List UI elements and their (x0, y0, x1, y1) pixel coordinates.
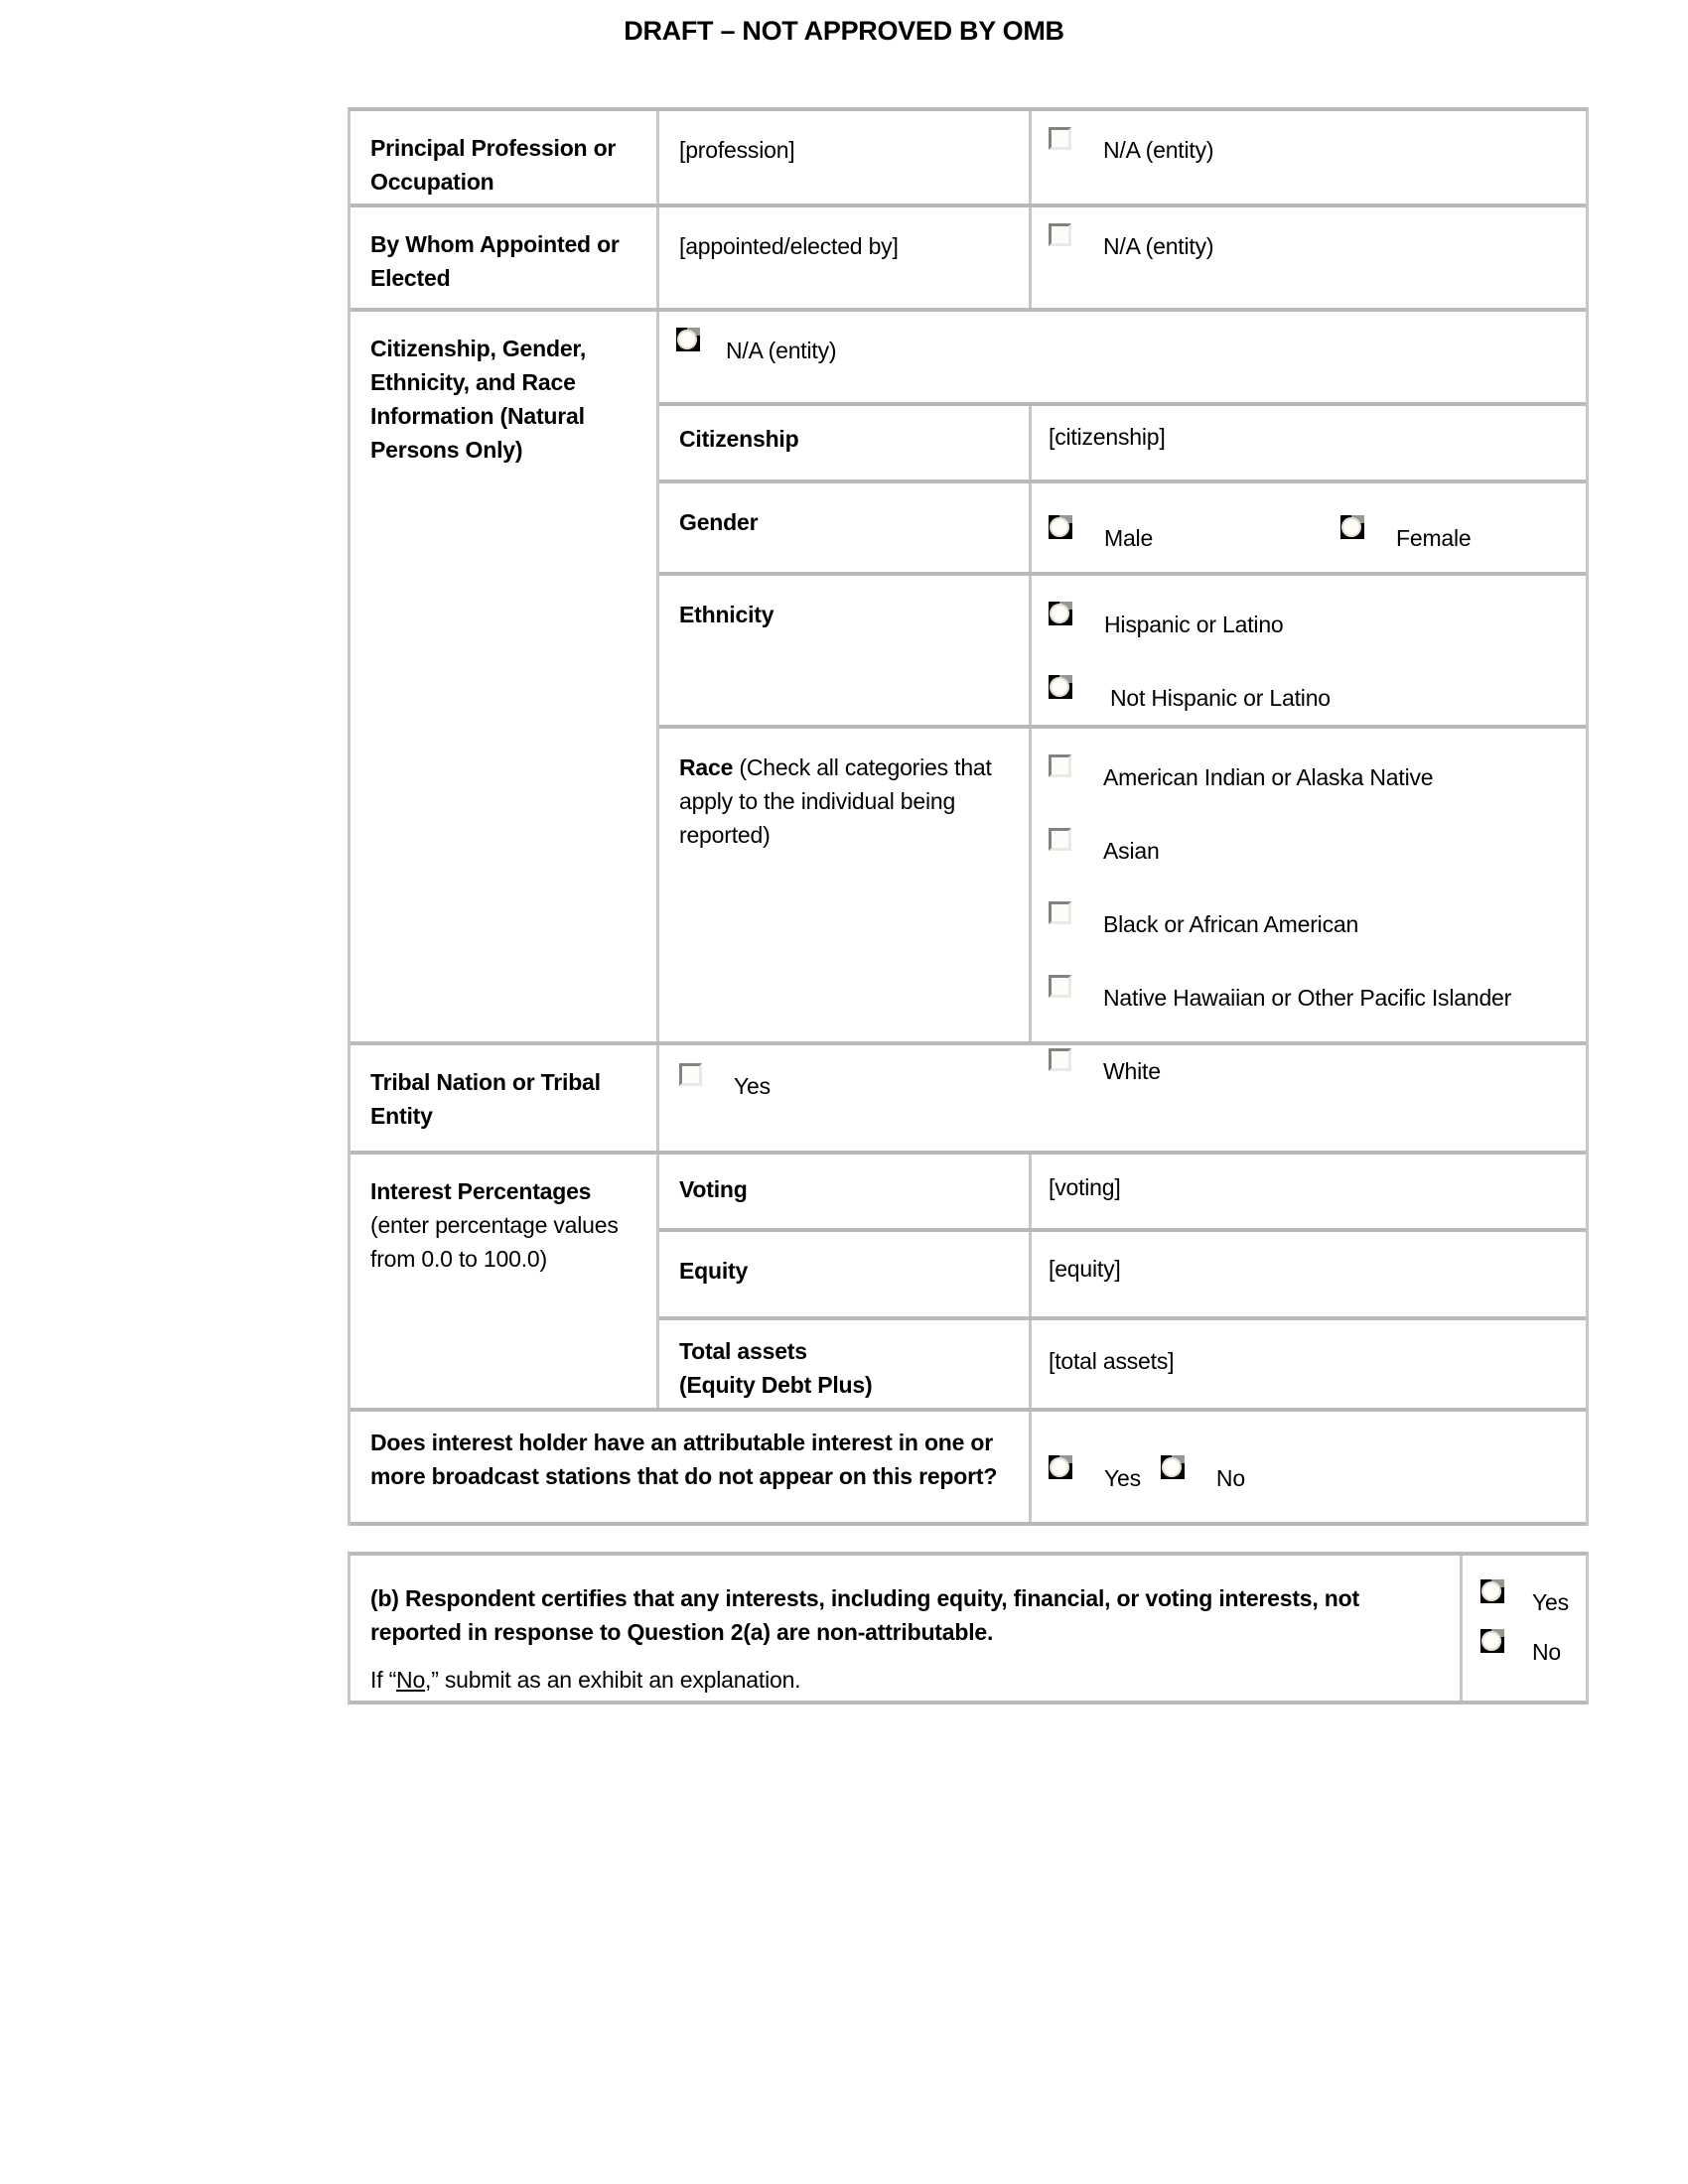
demographics-na-label: N/A (entity) (726, 338, 837, 363)
not-hispanic-radio[interactable] (1049, 675, 1072, 699)
certification-box (348, 1552, 1589, 1705)
attributable-yes-option (1049, 1453, 1141, 1492)
certification-yes-radio[interactable] (1480, 1579, 1504, 1603)
race-american-indian-checkbox[interactable] (1049, 754, 1071, 777)
race-black-checkbox[interactable] (1049, 901, 1071, 924)
profession-label: Principal Profession or Occupation (351, 111, 659, 204)
row-interest (351, 1155, 1586, 1412)
total-assets-label-line1: Total assets (679, 1338, 807, 1364)
race-row (659, 729, 1586, 1084)
attributable-no-radio[interactable] (1161, 1455, 1185, 1479)
gender-female-option (1340, 513, 1472, 552)
tribal-yes-option (679, 1061, 1572, 1100)
race-american-indian-label: American Indian or Alaska Native (1103, 764, 1434, 790)
equity-value: [equity] (1049, 1256, 1121, 1282)
interest-label-bold: Interest Percentages (370, 1178, 592, 1204)
appointed-value: [appointed/elected by] (659, 207, 1032, 308)
citizenship-row (659, 406, 1586, 483)
total-assets-row (659, 1320, 1586, 1408)
race-asian-option (1049, 826, 1572, 865)
certification-no-radio[interactable] (1480, 1629, 1504, 1653)
race-hawaiian-label: Native Hawaiian or Other Pacific Islander (1103, 985, 1512, 1011)
tribal-yes-label: Yes (734, 1073, 771, 1099)
profession-value: [profession] (659, 111, 1032, 204)
female-label: Female (1396, 525, 1472, 551)
attributable-answer-cell (1032, 1412, 1586, 1522)
row-tribal (351, 1045, 1586, 1155)
certification-yes-option (1480, 1577, 1586, 1616)
tribal-yes-cell (659, 1045, 1586, 1151)
hispanic-radio[interactable] (1049, 602, 1072, 625)
attributable-no-label: No (1215, 1465, 1245, 1491)
equity-row (659, 1232, 1586, 1320)
attributable-question: Does interest holder have an attributable interest in one or more broadcast stations that do not appear on this report? (351, 1412, 1032, 1522)
race-hawaiian-option (1049, 973, 1572, 1012)
total-assets-label-line2: (Equity Debt Plus) (679, 1372, 873, 1398)
citizenship-value: [citizenship] (1049, 424, 1166, 450)
gender-male-option (1049, 513, 1340, 552)
voting-row (659, 1155, 1586, 1232)
race-label-bold: Race (679, 754, 734, 780)
appointed-na-checkbox[interactable] (1049, 223, 1071, 246)
equity-label: Equity (659, 1232, 1032, 1316)
row-demographics (351, 312, 1586, 1084)
demographics-subtable (659, 312, 1586, 1084)
race-label (659, 729, 1032, 1041)
gender-options-cell (1032, 483, 1586, 572)
page-title: DRAFT – NOT APPROVED BY OMB (624, 16, 1064, 46)
certification-note-underlined: No (396, 1667, 426, 1693)
interest-label-rest: (enter percentage values from 0.0 to 100.0) (370, 1212, 619, 1272)
citizenship-label: Citizenship (659, 406, 1032, 479)
demographics-na-cell (659, 312, 1586, 402)
appointed-na-label: N/A (entity) (1103, 233, 1214, 259)
profession-na-label: N/A (entity) (1103, 137, 1214, 163)
hispanic-label: Hispanic or Latino (1104, 612, 1284, 637)
male-label: Male (1104, 525, 1154, 551)
race-asian-checkbox[interactable] (1049, 828, 1071, 851)
race-options-cell (1032, 729, 1586, 1084)
appointed-na-option (1049, 221, 1572, 260)
voting-value: [voting] (1049, 1174, 1121, 1200)
row-profession (351, 111, 1586, 207)
certification-statement: (b) Respondent certifies that any interests, including equity, financial, or voting interests, not reported in response to Question 2(a) are non-attributable. (370, 1585, 1359, 1645)
gender-row (659, 483, 1586, 576)
attributable-no-option (1161, 1453, 1245, 1492)
certification-text-cell (351, 1556, 1463, 1701)
profession-na-checkbox[interactable] (1049, 127, 1071, 150)
row-attributable-question (351, 1412, 1586, 1526)
demographics-na-row (659, 312, 1586, 406)
ethnicity-label: Ethnicity (659, 576, 1032, 725)
male-radio[interactable] (1049, 515, 1072, 539)
tribal-label: Tribal Nation or Tribal Entity (351, 1045, 659, 1151)
race-white-label: White (1103, 1058, 1161, 1084)
certification-no-label: No (1532, 1639, 1562, 1665)
race-american-indian-option (1049, 752, 1572, 791)
interest-subtable (659, 1155, 1586, 1408)
demographics-na-option (676, 326, 1572, 364)
demographics-na-radio[interactable] (676, 328, 700, 351)
race-hawaiian-checkbox[interactable] (1049, 975, 1071, 998)
certification-no-option (1480, 1627, 1586, 1666)
attributable-options (1049, 1426, 1572, 1492)
profession-na-option (1049, 125, 1572, 164)
certification-note-suffix: ,” submit as an exhibit an explanation. (425, 1667, 801, 1693)
interest-label (351, 1155, 659, 1408)
row-appointed (351, 207, 1586, 312)
appointed-na-cell (1032, 207, 1586, 308)
attributable-yes-label: Yes (1104, 1465, 1141, 1491)
certification-yes-label: Yes (1532, 1589, 1569, 1615)
race-label-rest: (Check all categories that apply to the individual being reported) (679, 754, 992, 848)
certification-note-prefix: If “ (370, 1667, 397, 1693)
not-hispanic-label: Not Hispanic or Latino (1110, 685, 1331, 711)
certification-note (370, 1663, 1430, 1697)
certification-options-cell (1463, 1556, 1586, 1701)
gender-options (1049, 503, 1572, 552)
ethnicity-hispanic-option (1049, 600, 1572, 638)
total-assets-value: [total assets] (1049, 1348, 1175, 1374)
ethnicity-row (659, 576, 1586, 729)
race-black-option (1049, 899, 1572, 938)
total-assets-label (659, 1320, 1032, 1408)
gender-label: Gender (659, 483, 1032, 572)
demographics-label: Citizenship, Gender, Ethnicity, and Race Information (Natural Persons Only) (351, 312, 659, 1041)
ownership-form-table (348, 107, 1589, 1526)
race-black-label: Black or African American (1103, 911, 1359, 937)
ethnicity-not-hispanic-option (1049, 673, 1572, 712)
voting-label: Voting (659, 1155, 1032, 1228)
attributable-yes-radio[interactable] (1049, 1455, 1072, 1479)
tribal-yes-checkbox[interactable] (679, 1063, 702, 1086)
female-radio[interactable] (1340, 515, 1364, 539)
profession-na-cell (1032, 111, 1586, 204)
race-asian-label: Asian (1103, 838, 1160, 864)
ethnicity-options-cell (1032, 576, 1586, 725)
appointed-label: By Whom Appointed or Elected (351, 207, 659, 308)
